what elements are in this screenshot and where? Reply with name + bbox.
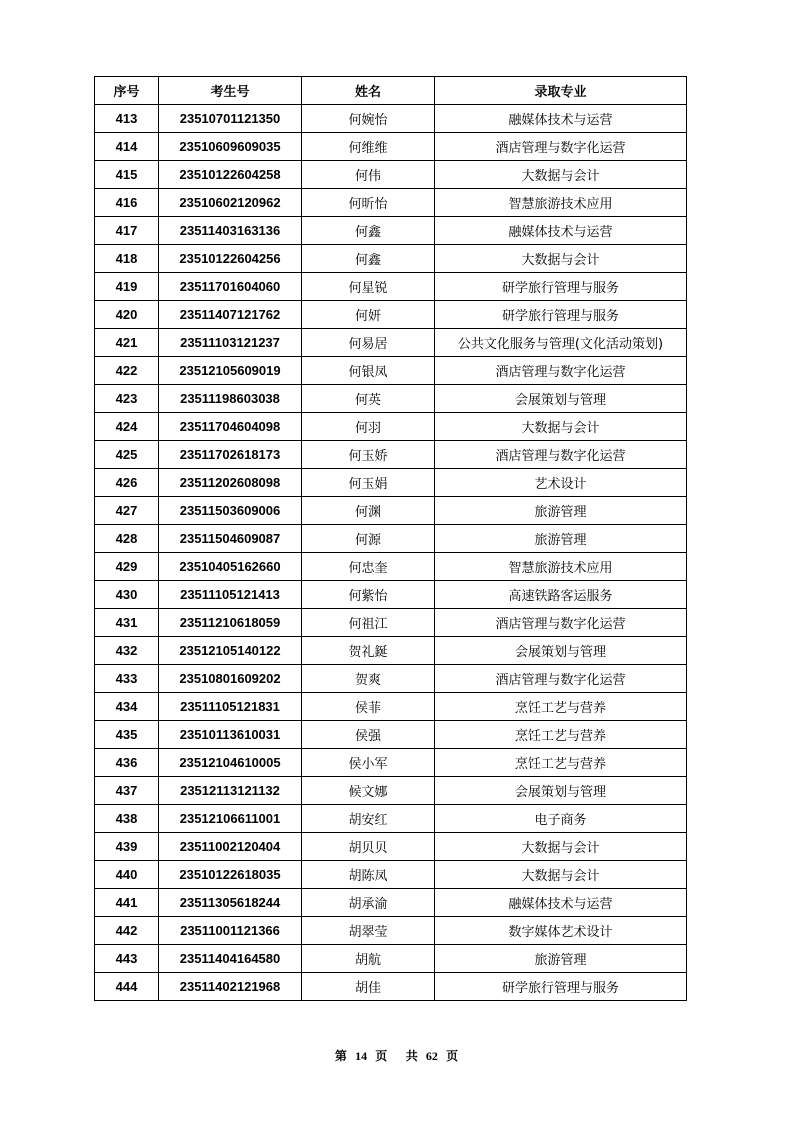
major-cell: 烹饪工艺与营养 <box>435 693 687 721</box>
candidate-id-cell: 23511407121762 <box>159 301 302 329</box>
table-row <box>95 861 687 889</box>
admission-table <box>94 76 687 1001</box>
major-cell: 会展策划与管理 <box>435 777 687 805</box>
name-cell: 何易居 <box>302 329 435 357</box>
table-row <box>95 637 687 665</box>
table-row <box>95 945 687 973</box>
major-cell: 会展策划与管理 <box>435 385 687 413</box>
name-cell: 何祖江 <box>302 609 435 637</box>
major-cell: 研学旅行管理与服务 <box>435 301 687 329</box>
major-cell: 高速铁路客运服务 <box>435 581 687 609</box>
candidate-id-cell: 23511305618244 <box>159 889 302 917</box>
name-cell: 胡陈凤 <box>302 861 435 889</box>
name-cell: 何忠奎 <box>302 553 435 581</box>
name-cell: 何鑫 <box>302 245 435 273</box>
name-cell: 何星锐 <box>302 273 435 301</box>
name-cell: 何羽 <box>302 413 435 441</box>
name-cell: 胡安红 <box>302 805 435 833</box>
table-row <box>95 245 687 273</box>
candidate-id-cell: 23511105121413 <box>159 581 302 609</box>
footer-page-unit: 页 <box>375 1049 388 1063</box>
table-row <box>95 133 687 161</box>
candidate-id-cell: 23510113610031 <box>159 721 302 749</box>
candidate-id-cell: 23511103121237 <box>159 329 302 357</box>
major-cell: 研学旅行管理与服务 <box>435 273 687 301</box>
major-cell: 会展策划与管理 <box>435 637 687 665</box>
major-cell: 旅游管理 <box>435 525 687 553</box>
candidate-id-cell: 23511702618173 <box>159 441 302 469</box>
table-row <box>95 217 687 245</box>
name-cell: 胡贝贝 <box>302 833 435 861</box>
footer-page-label: 第 <box>334 1049 347 1063</box>
major-cell: 酒店管理与数字化运营 <box>435 665 687 693</box>
serial-cell: 436 <box>95 749 159 777</box>
major-cell: 烹饪工艺与营养 <box>435 749 687 777</box>
table-row <box>95 189 687 217</box>
serial-cell: 442 <box>95 917 159 945</box>
candidate-id-cell: 23510609609035 <box>159 133 302 161</box>
serial-cell: 417 <box>95 217 159 245</box>
major-cell: 大数据与会计 <box>435 861 687 889</box>
table-row <box>95 749 687 777</box>
table-row <box>95 721 687 749</box>
major-cell: 酒店管理与数字化运营 <box>435 133 687 161</box>
table-header-row <box>95 77 687 105</box>
candidate-id-cell: 23510122604258 <box>159 161 302 189</box>
table-row <box>95 469 687 497</box>
major-cell: 旅游管理 <box>435 497 687 525</box>
table-row <box>95 609 687 637</box>
name-cell: 侯小军 <box>302 749 435 777</box>
serial-cell: 423 <box>95 385 159 413</box>
candidate-id-cell: 23512105140122 <box>159 637 302 665</box>
name-cell: 胡承渝 <box>302 889 435 917</box>
candidate-id-cell: 23511704604098 <box>159 413 302 441</box>
serial-cell: 429 <box>95 553 159 581</box>
candidate-id-cell: 23510405162660 <box>159 553 302 581</box>
candidate-id-cell: 23510122618035 <box>159 861 302 889</box>
candidate-id-cell: 23511198603038 <box>159 385 302 413</box>
name-cell: 何鑫 <box>302 217 435 245</box>
major-cell: 大数据与会计 <box>435 413 687 441</box>
table-row <box>95 105 687 133</box>
serial-cell: 444 <box>95 973 159 1001</box>
table-row <box>95 553 687 581</box>
serial-cell: 431 <box>95 609 159 637</box>
major-cell: 大数据与会计 <box>435 161 687 189</box>
table-row <box>95 777 687 805</box>
name-cell: 何昕怡 <box>302 189 435 217</box>
major-cell: 旅游管理 <box>435 945 687 973</box>
table-row <box>95 441 687 469</box>
name-cell: 何伟 <box>302 161 435 189</box>
name-cell: 何英 <box>302 385 435 413</box>
table-row <box>95 973 687 1001</box>
candidate-id-cell: 23511105121831 <box>159 693 302 721</box>
serial-cell: 420 <box>95 301 159 329</box>
page-footer <box>0 1047 793 1064</box>
table-row <box>95 357 687 385</box>
major-cell: 大数据与会计 <box>435 245 687 273</box>
name-cell: 侯菲 <box>302 693 435 721</box>
name-cell: 侯强 <box>302 721 435 749</box>
table-row <box>95 273 687 301</box>
serial-cell: 438 <box>95 805 159 833</box>
table-row <box>95 161 687 189</box>
candidate-id-cell: 23512106611001 <box>159 805 302 833</box>
name-cell: 何银凤 <box>302 357 435 385</box>
candidate-id-cell: 23511402121968 <box>159 973 302 1001</box>
name-cell: 何妍 <box>302 301 435 329</box>
serial-cell: 443 <box>95 945 159 973</box>
header-candidate-id: 考生号 <box>159 77 302 105</box>
table-row <box>95 385 687 413</box>
table-row <box>95 329 687 357</box>
major-cell: 智慧旅游技术应用 <box>435 553 687 581</box>
footer-total-pages: 62 <box>425 1049 438 1063</box>
table-row <box>95 581 687 609</box>
serial-cell: 434 <box>95 693 159 721</box>
candidate-id-cell: 23511403163136 <box>159 217 302 245</box>
serial-cell: 416 <box>95 189 159 217</box>
name-cell: 何玉娟 <box>302 469 435 497</box>
major-cell: 智慧旅游技术应用 <box>435 189 687 217</box>
header-serial: 序号 <box>95 77 159 105</box>
table-body <box>95 105 687 1001</box>
candidate-id-cell: 23512104610005 <box>159 749 302 777</box>
serial-cell: 428 <box>95 525 159 553</box>
major-cell: 研学旅行管理与服务 <box>435 973 687 1001</box>
name-cell: 候文娜 <box>302 777 435 805</box>
serial-cell: 426 <box>95 469 159 497</box>
candidate-id-cell: 23511001121366 <box>159 917 302 945</box>
serial-cell: 421 <box>95 329 159 357</box>
table-row <box>95 805 687 833</box>
table-row <box>95 833 687 861</box>
serial-cell: 439 <box>95 833 159 861</box>
serial-cell: 414 <box>95 133 159 161</box>
name-cell: 贺礼鋋 <box>302 637 435 665</box>
table-row <box>95 693 687 721</box>
footer-total-unit: 页 <box>446 1049 459 1063</box>
candidate-id-cell: 23510122604256 <box>159 245 302 273</box>
candidate-id-cell: 23512105609019 <box>159 357 302 385</box>
serial-cell: 433 <box>95 665 159 693</box>
candidate-id-cell: 23512113121132 <box>159 777 302 805</box>
serial-cell: 424 <box>95 413 159 441</box>
table-row <box>95 917 687 945</box>
major-cell: 融媒体技术与运营 <box>435 889 687 917</box>
candidate-id-cell: 23510602120962 <box>159 189 302 217</box>
name-cell: 何玉娇 <box>302 441 435 469</box>
name-cell: 何维维 <box>302 133 435 161</box>
header-major: 录取专业 <box>435 77 687 105</box>
header-name: 姓名 <box>302 77 435 105</box>
major-cell: 公共文化服务与管理(文化活动策划) <box>435 329 687 357</box>
serial-cell: 419 <box>95 273 159 301</box>
table-row <box>95 665 687 693</box>
serial-cell: 415 <box>95 161 159 189</box>
name-cell: 何婉怡 <box>302 105 435 133</box>
name-cell: 贺爽 <box>302 665 435 693</box>
major-cell: 酒店管理与数字化运营 <box>435 609 687 637</box>
major-cell: 数字媒体艺术设计 <box>435 917 687 945</box>
serial-cell: 427 <box>95 497 159 525</box>
major-cell: 酒店管理与数字化运营 <box>435 357 687 385</box>
table-row <box>95 497 687 525</box>
major-cell: 酒店管理与数字化运营 <box>435 441 687 469</box>
serial-cell: 437 <box>95 777 159 805</box>
table-row <box>95 413 687 441</box>
serial-cell: 425 <box>95 441 159 469</box>
serial-cell: 430 <box>95 581 159 609</box>
serial-cell: 422 <box>95 357 159 385</box>
name-cell: 胡佳 <box>302 973 435 1001</box>
major-cell: 烹饪工艺与营养 <box>435 721 687 749</box>
serial-cell: 413 <box>95 105 159 133</box>
name-cell: 何紫怡 <box>302 581 435 609</box>
major-cell: 艺术设计 <box>435 469 687 497</box>
table-row <box>95 301 687 329</box>
serial-cell: 435 <box>95 721 159 749</box>
candidate-id-cell: 23511210618059 <box>159 609 302 637</box>
major-cell: 融媒体技术与运营 <box>435 105 687 133</box>
candidate-id-cell: 23511002120404 <box>159 833 302 861</box>
name-cell: 何源 <box>302 525 435 553</box>
candidate-id-cell: 23510701121350 <box>159 105 302 133</box>
name-cell: 何渊 <box>302 497 435 525</box>
candidate-id-cell: 23511202608098 <box>159 469 302 497</box>
candidate-id-cell: 23511404164580 <box>159 945 302 973</box>
table-row <box>95 889 687 917</box>
serial-cell: 432 <box>95 637 159 665</box>
footer-page-number: 14 <box>355 1049 368 1063</box>
major-cell: 电子商务 <box>435 805 687 833</box>
serial-cell: 418 <box>95 245 159 273</box>
candidate-id-cell: 23510801609202 <box>159 665 302 693</box>
serial-cell: 440 <box>95 861 159 889</box>
name-cell: 胡航 <box>302 945 435 973</box>
footer-total-label: 共 <box>405 1049 418 1063</box>
candidate-id-cell: 23511701604060 <box>159 273 302 301</box>
major-cell: 大数据与会计 <box>435 833 687 861</box>
name-cell: 胡翠莹 <box>302 917 435 945</box>
candidate-id-cell: 23511504609087 <box>159 525 302 553</box>
serial-cell: 441 <box>95 889 159 917</box>
major-cell: 融媒体技术与运营 <box>435 217 687 245</box>
table-row <box>95 525 687 553</box>
candidate-id-cell: 23511503609006 <box>159 497 302 525</box>
